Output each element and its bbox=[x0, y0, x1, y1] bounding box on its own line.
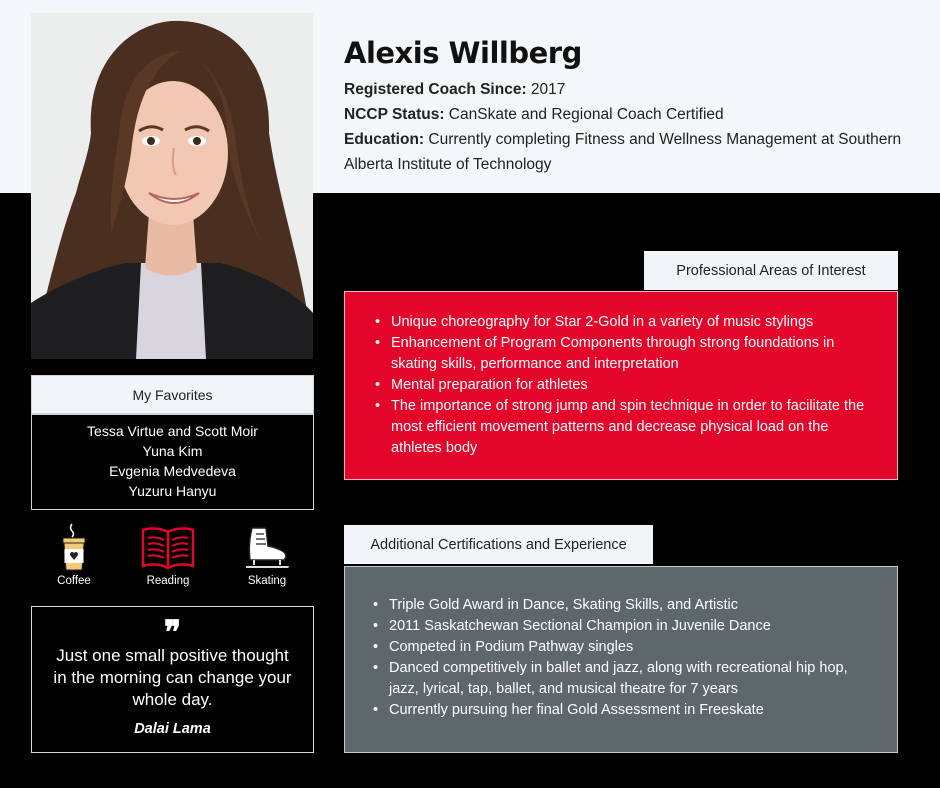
registered-since bbox=[344, 77, 924, 102]
favorite-item: Evgenia Medvedeva bbox=[109, 463, 236, 479]
hobby-reading bbox=[128, 522, 208, 587]
hobby-label: Coffee bbox=[57, 575, 91, 587]
hobby-skating bbox=[227, 522, 307, 587]
professional-interests-title: Professional Areas of Interest bbox=[644, 251, 898, 290]
registered-label: Registered Coach Since: bbox=[344, 81, 527, 98]
list-item: • Danced competitively in ballet and jazz, along with recreational hip hop, jazz, lyrical, tap, ballet, and musical theatre for 7 years bbox=[371, 658, 879, 700]
list-item: • Currently pursuing her final Gold Assessment in Freeskate bbox=[371, 700, 879, 721]
registered-value: 2017 bbox=[530, 81, 566, 98]
list-item: • Competed in Podium Pathway singles bbox=[371, 637, 879, 658]
education-label: Education: bbox=[344, 131, 425, 148]
quote-icon: ❞ bbox=[163, 613, 182, 651]
quote-author: Dalai Lama bbox=[134, 721, 211, 737]
open-book-icon bbox=[140, 522, 196, 572]
list-item: • The importance of strong jump and spin technique in order to facilitate the most efficient movement patterns and decrease physical load on the athletes body bbox=[373, 396, 877, 459]
list-item: • Enhancement of Program Components through strong foundations in skating skills, performance and interpretation bbox=[373, 333, 877, 375]
favorites-title: My Favorites bbox=[31, 375, 314, 414]
nccp-label: NCCP Status: bbox=[344, 106, 445, 123]
ice-skate-icon bbox=[242, 522, 292, 572]
education-value: Currently completing Fitness and Wellness Management at Southern Alberta Institute of Technology bbox=[344, 131, 902, 173]
certifications-title: Additional Certifications and Experience bbox=[344, 525, 653, 564]
certifications-panel bbox=[344, 566, 898, 753]
quote-text: Just one small positive thought in the morning can change your whole day. bbox=[53, 646, 292, 709]
professional-interests-panel bbox=[344, 291, 898, 480]
hobby-coffee bbox=[34, 522, 114, 587]
profile-header bbox=[344, 36, 924, 177]
profile-photo bbox=[31, 13, 313, 359]
coffee-cup-icon bbox=[59, 522, 89, 572]
list-item: • Mental preparation for athletes bbox=[373, 375, 877, 396]
hobby-label: Skating bbox=[247, 575, 287, 587]
coach-name: Alexis Willberg bbox=[344, 36, 582, 70]
quote-box bbox=[31, 606, 314, 753]
favorite-item: Tessa Virtue and Scott Moir bbox=[87, 423, 258, 439]
education bbox=[344, 127, 924, 177]
favorite-item: Yuna Kim bbox=[142, 443, 203, 459]
list-item: • 2011 Saskatchewan Sectional Champion in Juvenile Dance bbox=[371, 616, 879, 637]
nccp-status bbox=[344, 102, 924, 127]
list-item: • Triple Gold Award in Dance, Skating Skills, and Artistic bbox=[371, 595, 879, 616]
favorite-item: Yuzuru Hanyu bbox=[128, 483, 217, 499]
favorites-list bbox=[31, 414, 314, 510]
list-item: • Unique choreography for Star 2-Gold in a variety of music stylings bbox=[373, 312, 877, 333]
nccp-value: CanSkate and Regional Coach Certified bbox=[448, 106, 724, 123]
hobby-label: Reading bbox=[146, 575, 190, 587]
